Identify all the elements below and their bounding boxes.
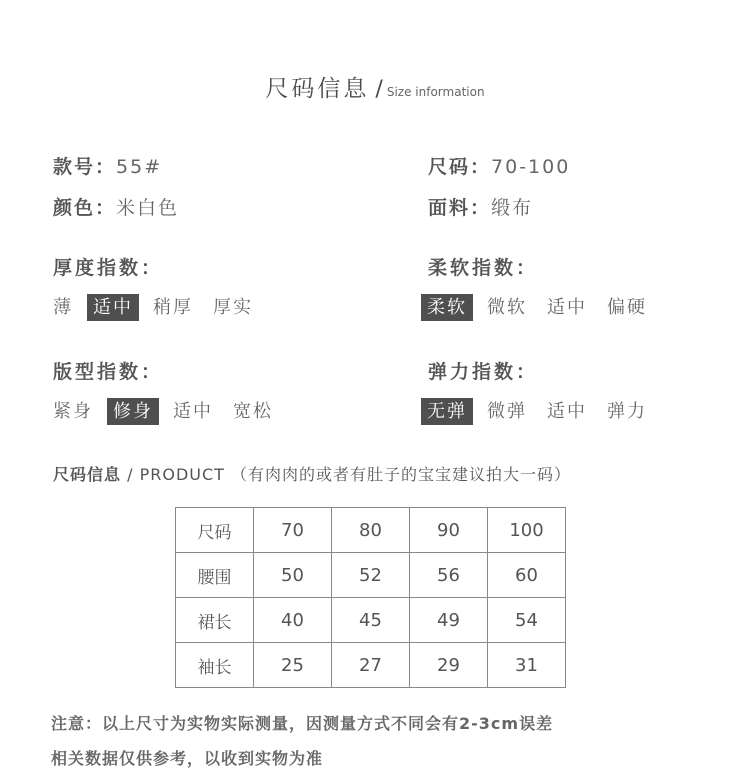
thickness-option-selected: 适中 bbox=[87, 294, 139, 321]
table-cell: 25 bbox=[254, 643, 332, 688]
table-cell: 袖长 bbox=[176, 643, 254, 688]
table-cell: 31 bbox=[488, 643, 566, 688]
title-english: Size information bbox=[386, 85, 485, 99]
fit-option-selected: 修身 bbox=[107, 398, 159, 425]
elasticity-option: 微弹 bbox=[487, 401, 527, 422]
table-row bbox=[176, 598, 566, 643]
table-cell: 49 bbox=[410, 598, 488, 643]
elasticity-option: 弹力 bbox=[607, 401, 647, 422]
fit-option: 紧身 bbox=[53, 401, 93, 422]
table-row bbox=[176, 508, 566, 553]
fit-heading: 版型指数： bbox=[53, 361, 164, 383]
title-chinese: 尺码信息 bbox=[265, 76, 370, 102]
fabric-info bbox=[428, 193, 533, 220]
fit-option: 宽松 bbox=[233, 401, 273, 422]
table-cell: 100 bbox=[488, 508, 566, 553]
table-cell: 56 bbox=[410, 553, 488, 598]
table-cell: 70 bbox=[254, 508, 332, 553]
note-line-1: 注意：以上尺寸为实物实际测量，因测量方式不同会有2-3cm误差 bbox=[51, 714, 554, 733]
fabric-label: 面料： bbox=[428, 197, 492, 219]
table-cell: 尺码 bbox=[176, 508, 254, 553]
table-cell: 52 bbox=[332, 553, 410, 598]
product-note: / PRODUCT （有肉肉的或者有肚子的宝宝建议拍大一码） bbox=[121, 465, 572, 484]
table-row bbox=[176, 553, 566, 598]
table-row bbox=[176, 643, 566, 688]
softness-option: 适中 bbox=[547, 297, 587, 318]
note-line-2: 相关数据仅供参考，以收到实物为准 bbox=[51, 749, 324, 768]
table-cell: 60 bbox=[488, 553, 566, 598]
thickness-option: 薄 bbox=[53, 297, 73, 318]
softness-option: 微软 bbox=[487, 297, 527, 318]
thickness-option: 稍厚 bbox=[153, 297, 193, 318]
fabric-value: 缎布 bbox=[491, 197, 534, 219]
table-cell: 29 bbox=[410, 643, 488, 688]
softness-heading: 柔软指数： bbox=[428, 257, 539, 279]
size-range-label: 尺码： bbox=[428, 156, 492, 178]
softness-option-selected: 柔软 bbox=[421, 294, 473, 321]
product-size-note bbox=[53, 462, 571, 485]
table-cell: 40 bbox=[254, 598, 332, 643]
color-value: 米白色 bbox=[116, 197, 180, 219]
table-cell: 90 bbox=[410, 508, 488, 553]
elasticity-heading: 弹力指数： bbox=[428, 361, 539, 383]
table-cell: 裙长 bbox=[176, 598, 254, 643]
table-cell: 45 bbox=[332, 598, 410, 643]
color-label: 颜色： bbox=[53, 197, 117, 219]
title-slash: / bbox=[375, 77, 383, 102]
table-cell: 腰围 bbox=[176, 553, 254, 598]
style-number-label: 款号： bbox=[53, 156, 117, 178]
fit-option: 适中 bbox=[173, 401, 213, 422]
thickness-options bbox=[53, 294, 267, 322]
elasticity-option-selected: 无弹 bbox=[421, 398, 473, 425]
page-title bbox=[0, 70, 750, 103]
thickness-heading: 厚度指数： bbox=[53, 257, 164, 279]
table-cell: 54 bbox=[488, 598, 566, 643]
size-table bbox=[175, 507, 566, 688]
softness-option: 偏硬 bbox=[607, 297, 647, 318]
style-number-value: 55# bbox=[116, 156, 163, 178]
thickness-option: 厚实 bbox=[213, 297, 253, 318]
product-label: 尺码信息 bbox=[53, 465, 122, 484]
size-range bbox=[428, 152, 570, 179]
elasticity-options bbox=[421, 398, 661, 426]
elasticity-option: 适中 bbox=[547, 401, 587, 422]
softness-options bbox=[421, 294, 661, 322]
fit-options bbox=[53, 398, 287, 426]
table-cell: 50 bbox=[254, 553, 332, 598]
size-range-value: 70-100 bbox=[491, 156, 571, 178]
color-info bbox=[53, 193, 179, 220]
table-cell: 27 bbox=[332, 643, 410, 688]
table-cell: 80 bbox=[332, 508, 410, 553]
style-number bbox=[53, 152, 162, 179]
